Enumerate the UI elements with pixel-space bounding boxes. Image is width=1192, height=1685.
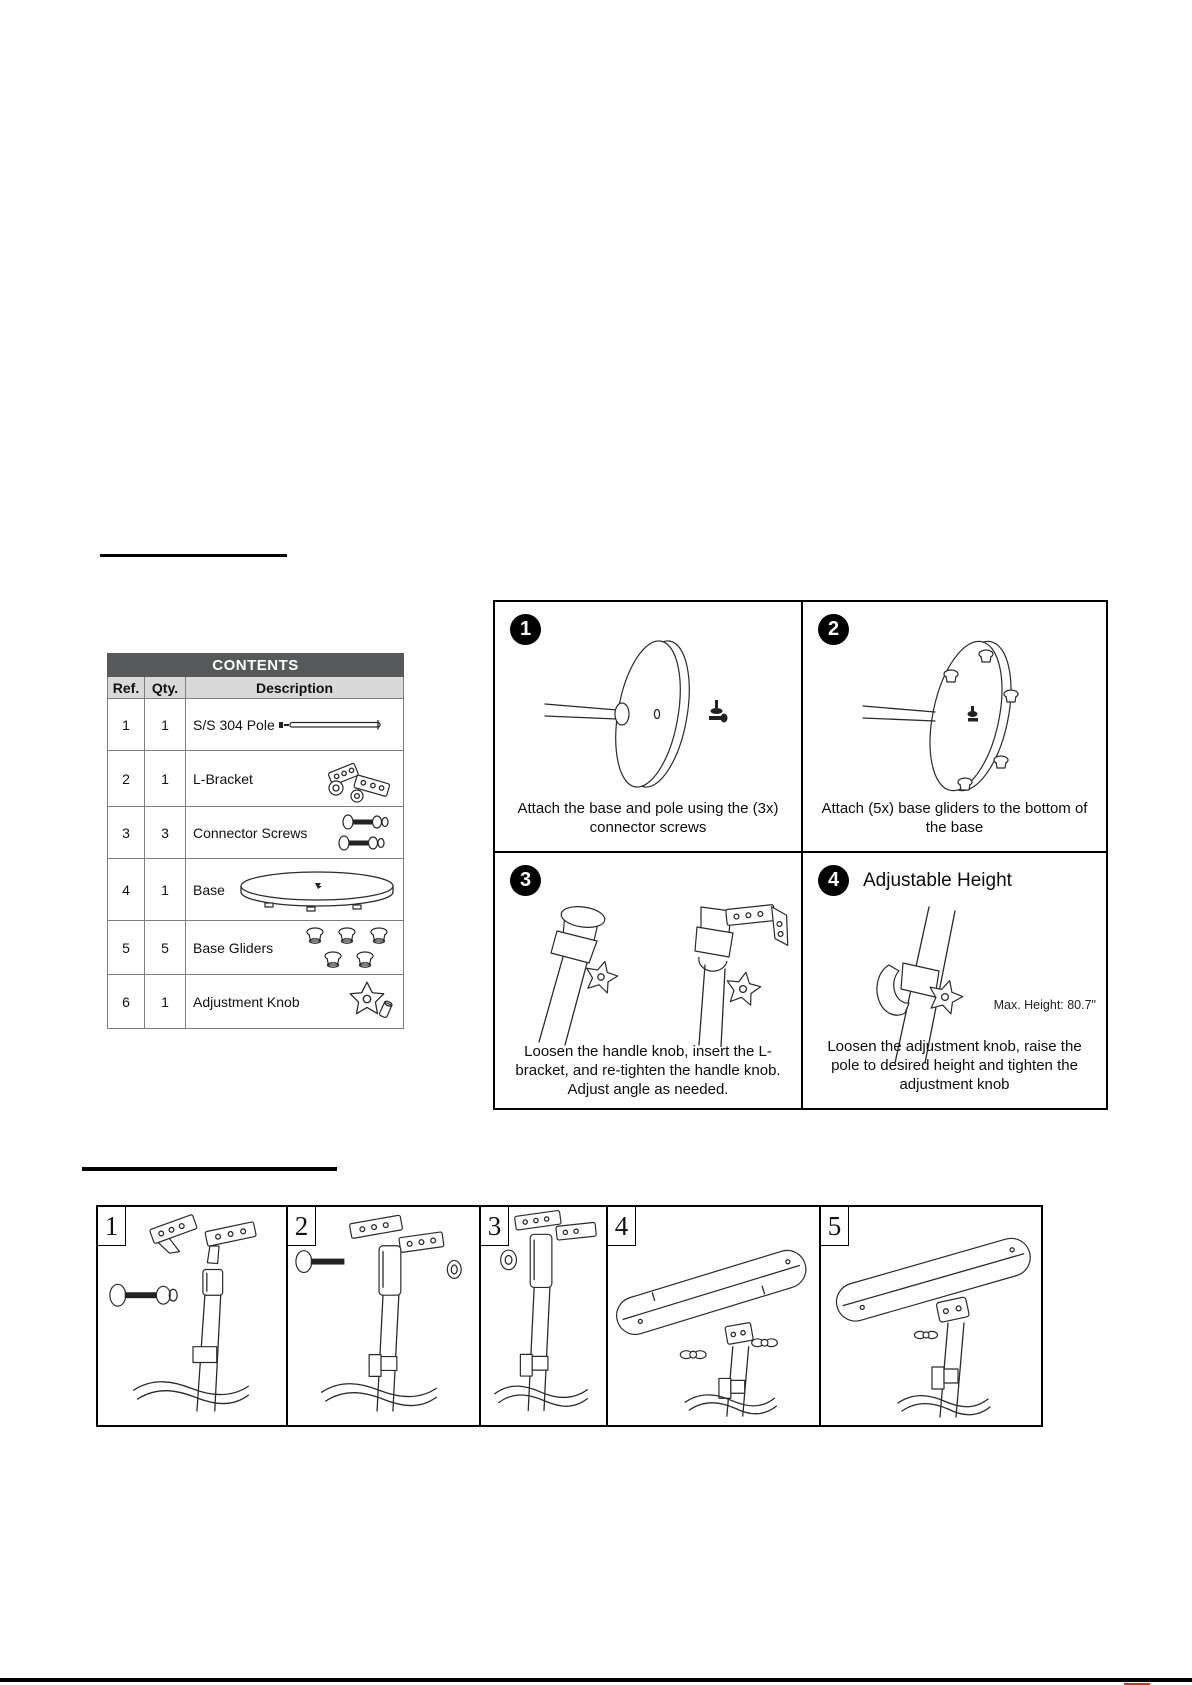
page-bottom-rule <box>0 1678 1192 1682</box>
heater-tube-mounted-illustration <box>821 1207 1041 1425</box>
table-row <box>108 859 404 921</box>
ref-cell: 4 <box>108 859 145 921</box>
qty-cell: 1 <box>145 751 186 807</box>
qty-cell: 3 <box>145 807 186 859</box>
base-icon <box>237 867 397 913</box>
qty-cell: 1 <box>145 699 186 751</box>
description-cell <box>186 921 404 975</box>
description-cell <box>186 859 404 921</box>
base-gliders-illustration <box>823 632 1093 797</box>
step-number-badge: 1 <box>510 614 541 645</box>
contents-table <box>107 653 404 1029</box>
table-row <box>108 751 404 807</box>
description-cell <box>186 699 404 751</box>
panel-number: 1 <box>98 1207 126 1246</box>
qty-cell: 1 <box>145 859 186 921</box>
adjustable-height-title: Adjustable Height <box>863 870 1012 891</box>
table-row <box>108 699 404 751</box>
step-caption: Attach (5x) base gliders to the bottom of the base <box>821 799 1088 836</box>
panel-number: 3 <box>481 1207 509 1246</box>
part-name: Base Gliders <box>193 939 274 956</box>
part-name: S/S 304 Pole <box>193 716 275 733</box>
contents-table-title: CONTENTS <box>108 654 404 677</box>
section-heading-underline-2 <box>82 1167 337 1171</box>
part-name: L-Bracket <box>193 770 253 787</box>
part-name: Adjustment Knob <box>193 993 300 1010</box>
col-header-ref: Ref. <box>108 677 145 699</box>
col-header-qty: Qty. <box>145 677 186 699</box>
panel-number: 2 <box>288 1207 316 1246</box>
max-height-note: Max. Height: 80.7" <box>993 998 1096 1012</box>
strip-panel-1 <box>98 1207 288 1425</box>
step-caption: Loosen the adjustment knob, raise the pole to desired height and tighten the adjustment knob <box>827 1037 1082 1093</box>
adjustment-knob-icon <box>345 979 397 1025</box>
section-heading-underline-1 <box>100 554 287 557</box>
ref-cell: 1 <box>108 699 145 751</box>
strip-panel-5 <box>821 1207 1041 1425</box>
assembly-step-3 <box>495 853 803 1108</box>
bracket-assembly-strip <box>96 1205 1043 1427</box>
handle-knob-bracket-illustration <box>505 897 795 1047</box>
panel-number: 4 <box>608 1207 636 1246</box>
panel-number: 5 <box>821 1207 849 1246</box>
step-number-badge: 2 <box>818 614 849 645</box>
step-number-badge: 3 <box>510 865 541 896</box>
l-bracket-icon <box>323 755 397 803</box>
connector-screws-icon <box>335 810 397 856</box>
assembly-step-4 <box>803 853 1106 1108</box>
ref-cell: 3 <box>108 807 145 859</box>
qty-cell: 1 <box>145 975 186 1029</box>
assembly-steps-grid <box>493 600 1108 1110</box>
col-header-description: Description <box>186 677 404 699</box>
description-cell <box>186 807 404 859</box>
step-number-badge: 4 <box>818 865 849 896</box>
ref-cell: 5 <box>108 921 145 975</box>
step-caption: Attach the base and pole using the (3x) connector screws <box>517 799 779 836</box>
base-pole-illustration <box>509 634 789 794</box>
table-row <box>108 807 404 859</box>
base-gliders-icon <box>301 923 397 973</box>
table-row <box>108 921 404 975</box>
strip-panel-3 <box>481 1207 608 1425</box>
description-cell <box>186 975 404 1029</box>
ref-cell: 6 <box>108 975 145 1029</box>
assembly-step-1 <box>495 602 803 853</box>
qty-cell: 5 <box>145 921 186 975</box>
step-caption: Loosen the handle knob, insert the L-bracket, and re-tighten the handle knob. Adjust angle as needed. <box>515 1042 781 1098</box>
strip-panel-2 <box>288 1207 481 1425</box>
exploded-bracket-illustration <box>98 1207 286 1425</box>
ref-cell: 2 <box>108 751 145 807</box>
assembly-step-2 <box>803 602 1106 853</box>
strip-panel-4 <box>608 1207 821 1425</box>
screw-insert-illustration <box>288 1207 479 1425</box>
part-name: Base <box>193 881 225 898</box>
heater-tube-attach-illustration <box>608 1207 819 1425</box>
table-row <box>108 975 404 1029</box>
pole-icon <box>279 718 383 732</box>
part-name: Connector Screws <box>193 824 308 841</box>
description-cell <box>186 751 404 807</box>
